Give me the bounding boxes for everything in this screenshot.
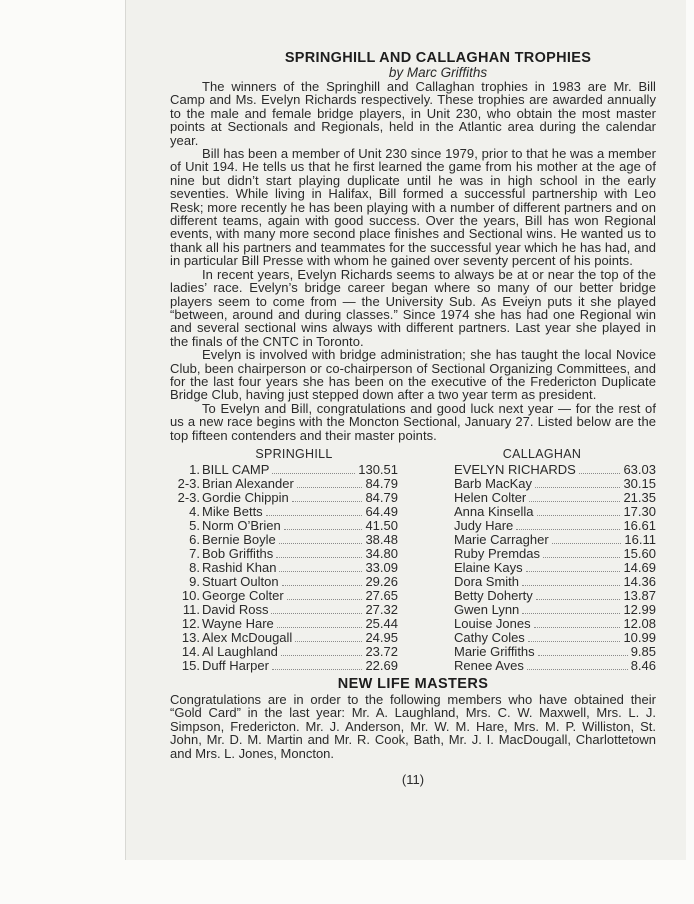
paragraph: In recent years, Evelyn Richards seems to always be at or near the top of the ladies’ race. Evelyn’s bridge career began where so many of our better bridge players seem to come from — the University Sub. As Eveiyn puts it she played “between, around and during classes.” Since 1974 she has had one Regional win and several sectional wins always with different partners. Last year she played in the finals of the CNTC in Toronto. — [170, 266, 656, 349]
table-row — [428, 575, 656, 589]
master-points: 13.87 — [623, 587, 656, 603]
player-name: George Colter — [202, 587, 284, 603]
callaghan-header: CALLAGHAN — [502, 446, 582, 461]
leader-dots — [529, 501, 620, 502]
paragraph: To Evelyn and Bill, congratulations and good luck next year — for the rest of us a new race begins with the Moncton Sectional, January 27. Listed below are the top fifteen contenders and their master points. — [170, 400, 656, 443]
master-points: 15.60 — [623, 545, 656, 561]
table-row — [170, 589, 398, 603]
master-points: 9.85 — [630, 643, 656, 659]
leader-dots — [277, 627, 363, 628]
master-points: 24.95 — [365, 629, 398, 645]
master-points: 16.61 — [623, 517, 656, 533]
leader-dots — [272, 669, 362, 670]
leader-dots — [279, 571, 362, 572]
paragraph: The winners of the Springhill and Callaghan trophies in 1983 are Mr. Bill Camp and Ms. Evelyn Richards respectively. These trophies are awarded annually to the male and female bridge players, in Unit 230, who obtain the most master points at Sectionals and Regionals, held in the Atlantic area during the calendar year. — [170, 79, 656, 148]
rank-cell: 7. — [189, 545, 200, 561]
player-name: Marie Griffiths — [454, 643, 535, 659]
leader-dots — [534, 627, 621, 628]
rank-cell: 14. — [181, 643, 200, 659]
table-row — [428, 491, 656, 505]
player-name: Renee Aves — [454, 657, 524, 673]
rank-cell: 12. — [181, 615, 200, 631]
rank-cell: 4. — [189, 503, 200, 519]
master-points: 30.15 — [623, 475, 656, 491]
master-points: 10.99 — [623, 629, 656, 645]
player-name: Louise Jones — [454, 615, 531, 631]
player-name: Stuart Oulton — [202, 573, 279, 589]
master-points: 23.72 — [365, 643, 398, 659]
master-points: 27.32 — [365, 601, 398, 617]
master-points: 21.35 — [623, 489, 656, 505]
rank-cell: 13. — [181, 629, 200, 645]
table-row — [170, 617, 398, 631]
paragraph: Bill has been a member of Unit 230 since 1979, prior to that he was a member of Unit 194. He tells us that he first learned the game from his mother at the age of nine but didn’t start playing duplicate until he was in high school in the early seventies. While living in Halifax, Bill formed a successful partnership with Leo Resk; more recently he has been playing with a number of different partners and on different teams, again with good success. Over the years, Bill has won Regional events, with many more second place finishes and Sectional wins. He wanted us to thank all his partners and teammates for the successful year which he has had, and in particular Bill Presse with whom he gained over seventy percent of his points. — [170, 146, 656, 269]
life-masters-text: Congratulations are in order to the following members who have obtained their “Gold Card” in the last year: Mr. A. Laughland, Mrs. C. W. Maxwell, Mrs. L. J. Simpson, Fredericton. Mr. J. Anderson, Mr. W. M. Hare, Mrs. M. P. Williston, St. John, Mr. D. M. Martin and Mr. R. Cook, Bath, Mr. J. I. MacDougall, Charlottetown and Mrs. L. Jones, Moncton. — [170, 691, 656, 761]
player-name: Brian Alexander — [202, 475, 294, 491]
master-points: 22.69 — [365, 657, 398, 673]
player-name: Alex McDougall — [202, 629, 293, 645]
leader-dots — [526, 571, 621, 572]
master-points: 64.49 — [365, 503, 398, 519]
table-row — [170, 533, 398, 547]
player-name: David Ross — [202, 601, 269, 617]
leader-dots — [527, 669, 628, 670]
table-row — [170, 561, 398, 575]
rank-cell: 11. — [182, 601, 200, 617]
rank-cell: 2-3. — [177, 489, 200, 505]
player-name: Betty Doherty — [454, 587, 533, 603]
master-points: 12.99 — [623, 601, 656, 617]
page-number: (11) — [401, 772, 425, 787]
table-row — [428, 589, 656, 603]
table-row — [170, 463, 398, 477]
table-row — [170, 631, 398, 645]
callaghan-table — [428, 447, 656, 673]
master-points: 16.11 — [624, 531, 656, 547]
rank-cell: 9. — [189, 573, 200, 589]
table-row — [170, 659, 398, 673]
leader-dots — [266, 515, 363, 516]
table-row — [428, 631, 656, 645]
rank-cell: 2-3. — [177, 475, 200, 491]
player-name: Rashid Khan — [202, 559, 277, 575]
table-row — [428, 505, 656, 519]
leader-dots — [295, 641, 362, 642]
player-name: BILL CAMP — [202, 461, 270, 477]
player-name: Cathy Coles — [454, 629, 525, 645]
rank-cell: 15. — [181, 657, 200, 673]
table-row — [170, 603, 398, 617]
leader-dots — [579, 473, 621, 474]
standings-tables — [170, 447, 656, 673]
leader-dots — [535, 487, 620, 488]
master-points: 27.65 — [365, 587, 398, 603]
table-row — [428, 659, 656, 673]
article-title: SPRINGHILL AND CALLAGHAN TROPHIES — [284, 50, 592, 66]
master-points: 38.48 — [365, 531, 398, 547]
player-name: Al Laughland — [202, 643, 278, 659]
player-name: Mike Betts — [202, 503, 263, 519]
table-row — [170, 575, 398, 589]
master-points: 12.08 — [623, 615, 656, 631]
leader-dots — [284, 529, 363, 530]
paragraph: Evelyn is involved with bridge administration; she has taught the local Novice Club, been chairperson or co-chairperson of Sectional Organizing Committees, and for the last four years she has been on the executive of the Fredericton Duplicate Bridge Club, having just stepped down after a two year term as president. — [170, 347, 656, 403]
player-name: EVELYN RICHARDS — [454, 461, 576, 477]
table-row — [170, 519, 398, 533]
rank-cell: 10. — [181, 587, 200, 603]
leader-dots — [281, 655, 363, 656]
player-name: Duff Harper — [202, 657, 269, 673]
master-points: 84.79 — [365, 475, 398, 491]
leader-dots — [536, 599, 621, 600]
table-row — [170, 547, 398, 561]
rank-cell: 1. — [189, 461, 200, 477]
player-name: Dora Smith — [454, 573, 520, 589]
leader-dots — [522, 585, 620, 586]
player-name: Bernie Boyle — [202, 531, 276, 547]
table-row — [428, 603, 656, 617]
player-name: Barb MacKay — [454, 475, 533, 491]
master-points: 8.46 — [630, 657, 656, 673]
table-row — [428, 519, 656, 533]
player-name: Wayne Hare — [202, 615, 274, 631]
springhill-table — [170, 447, 398, 673]
table-row — [170, 491, 398, 505]
leader-dots — [522, 613, 620, 614]
leader-dots — [272, 473, 355, 474]
player-name: Ruby Premdas — [454, 545, 540, 561]
springhill-header: SPRINGHILL — [255, 446, 333, 461]
table-row — [170, 505, 398, 519]
master-points: 25.44 — [365, 615, 398, 631]
master-points: 14.36 — [623, 573, 656, 589]
table-row — [170, 477, 398, 491]
table-row — [428, 477, 656, 491]
player-name: Gwen Lynn — [454, 601, 520, 617]
table-row — [428, 645, 656, 659]
article-byline: by Marc Griffiths — [388, 65, 488, 80]
life-masters-title: NEW LIFE MASTERS — [337, 675, 489, 692]
player-name: Judy Hare — [454, 517, 514, 533]
master-points: 34.80 — [365, 545, 398, 561]
table-row — [428, 617, 656, 631]
player-name: Marie Carragher — [454, 531, 549, 547]
leader-dots — [552, 543, 622, 544]
leader-dots — [528, 641, 621, 642]
master-points: 33.09 — [365, 559, 398, 575]
player-name: Elaine Kays — [454, 559, 523, 575]
leader-dots — [276, 557, 362, 558]
table-row — [170, 645, 398, 659]
player-name: Norm O’Brien — [202, 517, 281, 533]
table-row — [428, 463, 656, 477]
master-points: 17.30 — [623, 503, 656, 519]
leader-dots — [271, 613, 362, 614]
master-points: 130.51 — [358, 461, 398, 477]
table-row — [428, 533, 656, 547]
rank-cell: 8. — [189, 559, 200, 575]
leader-dots — [543, 557, 620, 558]
table-row — [428, 561, 656, 575]
article — [170, 50, 656, 787]
master-points: 41.50 — [365, 517, 398, 533]
leader-dots — [287, 599, 363, 600]
player-name: Bob Griffiths — [202, 545, 274, 561]
rank-cell: 6. — [189, 531, 200, 547]
leader-dots — [537, 515, 621, 516]
leader-dots — [279, 543, 363, 544]
table-row — [428, 547, 656, 561]
leader-dots — [538, 655, 628, 656]
master-points: 29.26 — [365, 573, 398, 589]
master-points: 84.79 — [365, 489, 398, 505]
player-name: Helen Colter — [454, 489, 527, 505]
leader-dots — [282, 585, 363, 586]
leader-dots — [292, 501, 363, 502]
rank-cell: 5. — [189, 517, 200, 533]
master-points: 14.69 — [623, 559, 656, 575]
player-name: Gordie Chippin — [202, 489, 289, 505]
player-name: Anna Kinsella — [454, 503, 534, 519]
master-points: 63.03 — [623, 461, 656, 477]
leader-dots — [297, 487, 363, 488]
leader-dots — [516, 529, 620, 530]
